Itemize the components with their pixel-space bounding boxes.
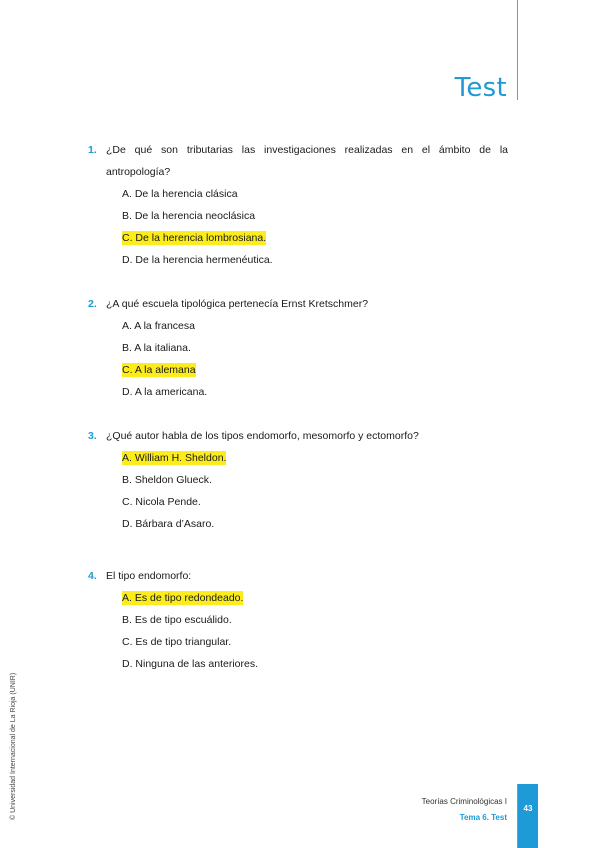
answer-option: C. Nicola Pende. — [122, 496, 201, 508]
answer-options — [122, 587, 508, 675]
answer-option: B. Sheldon Glueck. — [122, 474, 212, 486]
top-divider-line — [517, 0, 518, 100]
answer-option: D. De la herencia hermenéutica. — [122, 254, 273, 266]
question-text: ¿A qué escuela tipológica pertenecía Ernst Kretschmer? — [106, 298, 369, 310]
answer-options — [122, 183, 508, 271]
question-3 — [88, 425, 508, 535]
answer-option: B. De la herencia neoclásica — [122, 210, 256, 222]
question-number: 4. — [88, 570, 97, 582]
answer-option: D. Bárbara d’Asaro. — [122, 518, 215, 530]
answer-option: A. A la francesa — [122, 320, 195, 332]
copyright-notice: © Universidad Internacional de La Rioja (UNIR) — [10, 672, 17, 820]
answer-option-correct: C. A la alemana — [122, 364, 196, 376]
question-text-continued: antropología? — [106, 166, 171, 178]
question-text: ¿De qué son tributarias las investigaciones realizadas en el ámbito de la — [106, 144, 508, 156]
answer-option: D. Ninguna de las anteriores. — [122, 658, 258, 670]
question-1 — [88, 139, 508, 271]
answer-option-correct: A. William H. Sheldon. — [122, 452, 227, 464]
question-number: 2. — [88, 298, 97, 310]
question-text: El tipo endomorfo: — [106, 570, 192, 582]
page-number: 43 — [523, 804, 533, 813]
question-2 — [88, 293, 508, 403]
footer-section: Tema 6. Test — [459, 813, 507, 822]
answer-option: D. A la americana. — [122, 386, 208, 398]
question-number: 1. — [88, 144, 97, 156]
answer-option-correct: C. De la herencia lombrosiana. — [122, 232, 267, 244]
footer-course-title: Teorías Criminológicas I — [421, 797, 507, 806]
page-title: Test — [454, 73, 507, 103]
answer-options — [122, 447, 508, 535]
answer-option: C. Es de tipo triangular. — [122, 636, 232, 648]
question-4 — [88, 565, 508, 675]
answer-option: B. Es de tipo escuálido. — [122, 614, 232, 626]
answer-option: B. A la italiana. — [122, 342, 191, 354]
page-number-box — [518, 784, 538, 848]
question-number: 3. — [88, 430, 97, 442]
answer-option-correct: A. Es de tipo redondeado. — [122, 592, 244, 604]
answer-options — [122, 315, 508, 403]
question-text: ¿Qué autor habla de los tipos endomorfo, mesomorfo y ectomorfo? — [106, 430, 419, 442]
answer-option: A. De la herencia clásica — [122, 188, 238, 200]
